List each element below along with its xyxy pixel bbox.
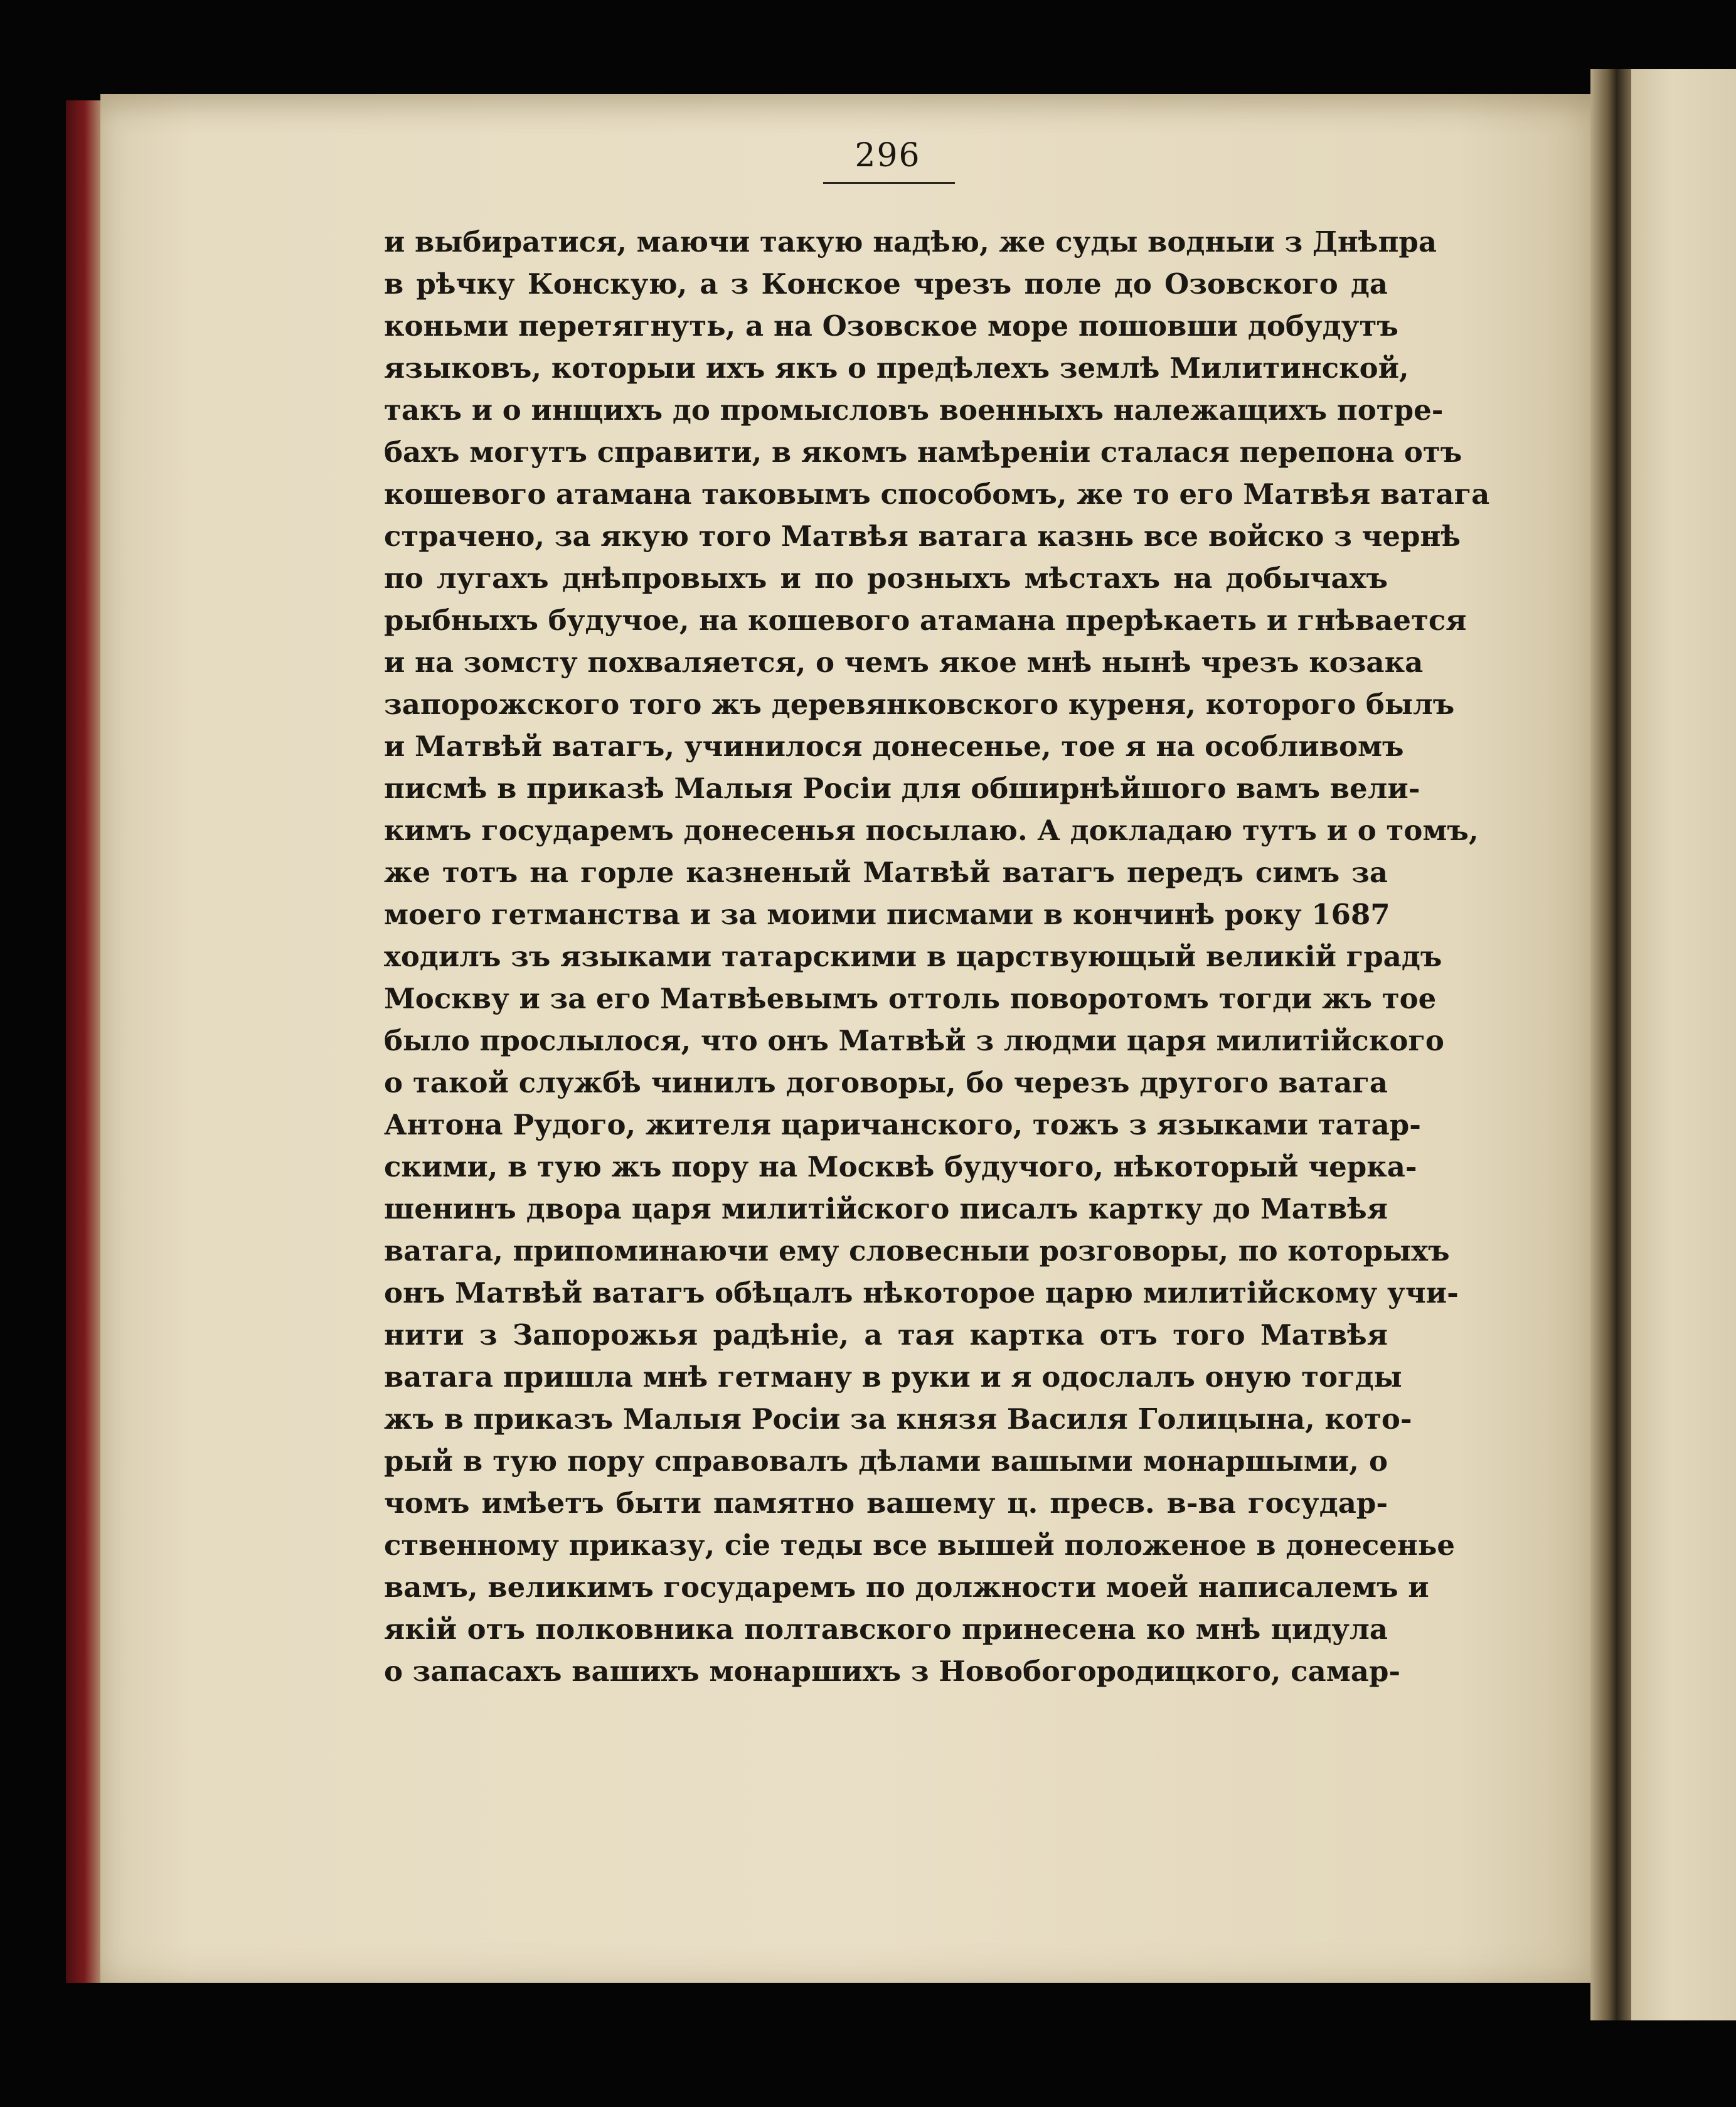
text-line: страчено, за якую того Матвѣя ватага казнь все войско з чернѣ xyxy=(384,520,1461,553)
text-line: было прослылося, что онъ Матвѣй з людми царя милитійского xyxy=(384,1024,1444,1057)
page-number-rule xyxy=(823,182,955,184)
text-line: о такой службѣ чинилъ договоры, бо черезъ другого ватага xyxy=(384,1066,1388,1099)
text-line: онъ Матвѣй ватагъ обѣцалъ нѣкоторое царю милитійскому учи- xyxy=(384,1276,1459,1310)
page-number: 296 xyxy=(855,137,921,174)
text-line: рый в тую пору справовалъ дѣлами вашыми монаршыми, о xyxy=(384,1444,1388,1478)
text-line: писмѣ в приказѣ Малыя Росіи для обширнѣйшого вамъ вели- xyxy=(384,772,1420,805)
text-line: ходилъ зъ языками татарскими в царствующый великій градъ xyxy=(384,940,1442,973)
text-line: скими, в тую жъ пору на Москвѣ будучого, нѣкоторый черка- xyxy=(384,1150,1417,1183)
right-page-edge xyxy=(1631,69,1736,2020)
text-line: якій отъ полковника полтавского принесена ко мнѣ цидула xyxy=(384,1613,1388,1646)
text-line: ватага, припоминаючи ему словесныи розговоры, по которыхъ xyxy=(384,1234,1450,1267)
text-line: вамъ, великимъ государемъ по должности моей написалемъ и xyxy=(384,1571,1429,1604)
text-line: ственному приказу, сіе теды все вышей положеное в донесенье xyxy=(384,1528,1456,1562)
text-line: и на зомсту похваляется, о чемъ якое мнѣ нынѣ чрезъ козака xyxy=(384,646,1424,679)
text-line: Москву и за его Матвѣевымъ оттоль поворотомъ тогди жъ тое xyxy=(384,982,1437,1015)
text-line: нити з Запорожья радѣніе, а тая картка отъ того Матвѣя xyxy=(384,1318,1388,1352)
text-line: коньми перетягнуть, а на Озовское море пошовши добудутъ xyxy=(384,309,1398,343)
text-line: языковъ, которыи ихъ якъ о предѣлехъ землѣ Милитинской, xyxy=(384,351,1409,385)
text-line: рыбныхъ будучое, на кошевого атамана прерѣкаеть и гнѣвается xyxy=(384,604,1467,637)
text-line: такъ и о инщихъ до промысловъ военныхъ належащихъ потре- xyxy=(384,393,1444,427)
body-text xyxy=(384,221,1490,1692)
book-gutter xyxy=(1590,69,1634,2020)
text-line: моего гетманства и за моими писмами в кончинѣ року 1687 xyxy=(384,898,1390,931)
text-line: запорожского того жъ деревянковского куреня, которого былъ xyxy=(384,688,1455,721)
text-line: же тотъ на горле казненый Матвѣй ватагъ передъ симъ за xyxy=(384,856,1388,889)
text-line: и выбиратися, маючи такую надѣю, же суды водныи з Днѣпра xyxy=(384,225,1437,259)
text-line: бахъ могутъ справити, в якомъ намѣреніи сталася перепона отъ xyxy=(384,435,1462,469)
text-line: жъ в приказъ Малыя Росіи за князя Василя Голицына, кото- xyxy=(384,1402,1412,1436)
text-line: кимъ государемъ донесенья посылаю. А докладаю тутъ и о томъ, xyxy=(384,814,1479,847)
text-line: чомъ имѣетъ быти памятно вашему ц. пресв. в-ва государ- xyxy=(384,1486,1388,1520)
text-line: Антона Рудого, жителя царичанского, тожъ з языками татар- xyxy=(384,1108,1421,1141)
text-line: ватага пришла мнѣ гетману в руки и я одослалъ оную тогды xyxy=(384,1360,1402,1394)
text-line: кошевого атамана таковымъ способомъ, же то его Матвѣя ватага xyxy=(384,477,1490,511)
text-line: о запасахъ вашихъ монаршихъ з Новобогородицкого, самар- xyxy=(384,1655,1401,1688)
text-line: в рѣчку Конскую, а з Конское чрезъ поле до Озовского да xyxy=(384,267,1388,301)
text-line: шенинъ двора царя милитійского писалъ картку до Матвѣя xyxy=(384,1192,1388,1225)
text-line: по лугахъ днѣпровыхъ и по розныхъ мѣстахъ на добычахъ xyxy=(384,562,1388,595)
text-line: и Матвѣй ватагъ, учинилося донесенье, тое я на особливомъ xyxy=(384,730,1404,763)
